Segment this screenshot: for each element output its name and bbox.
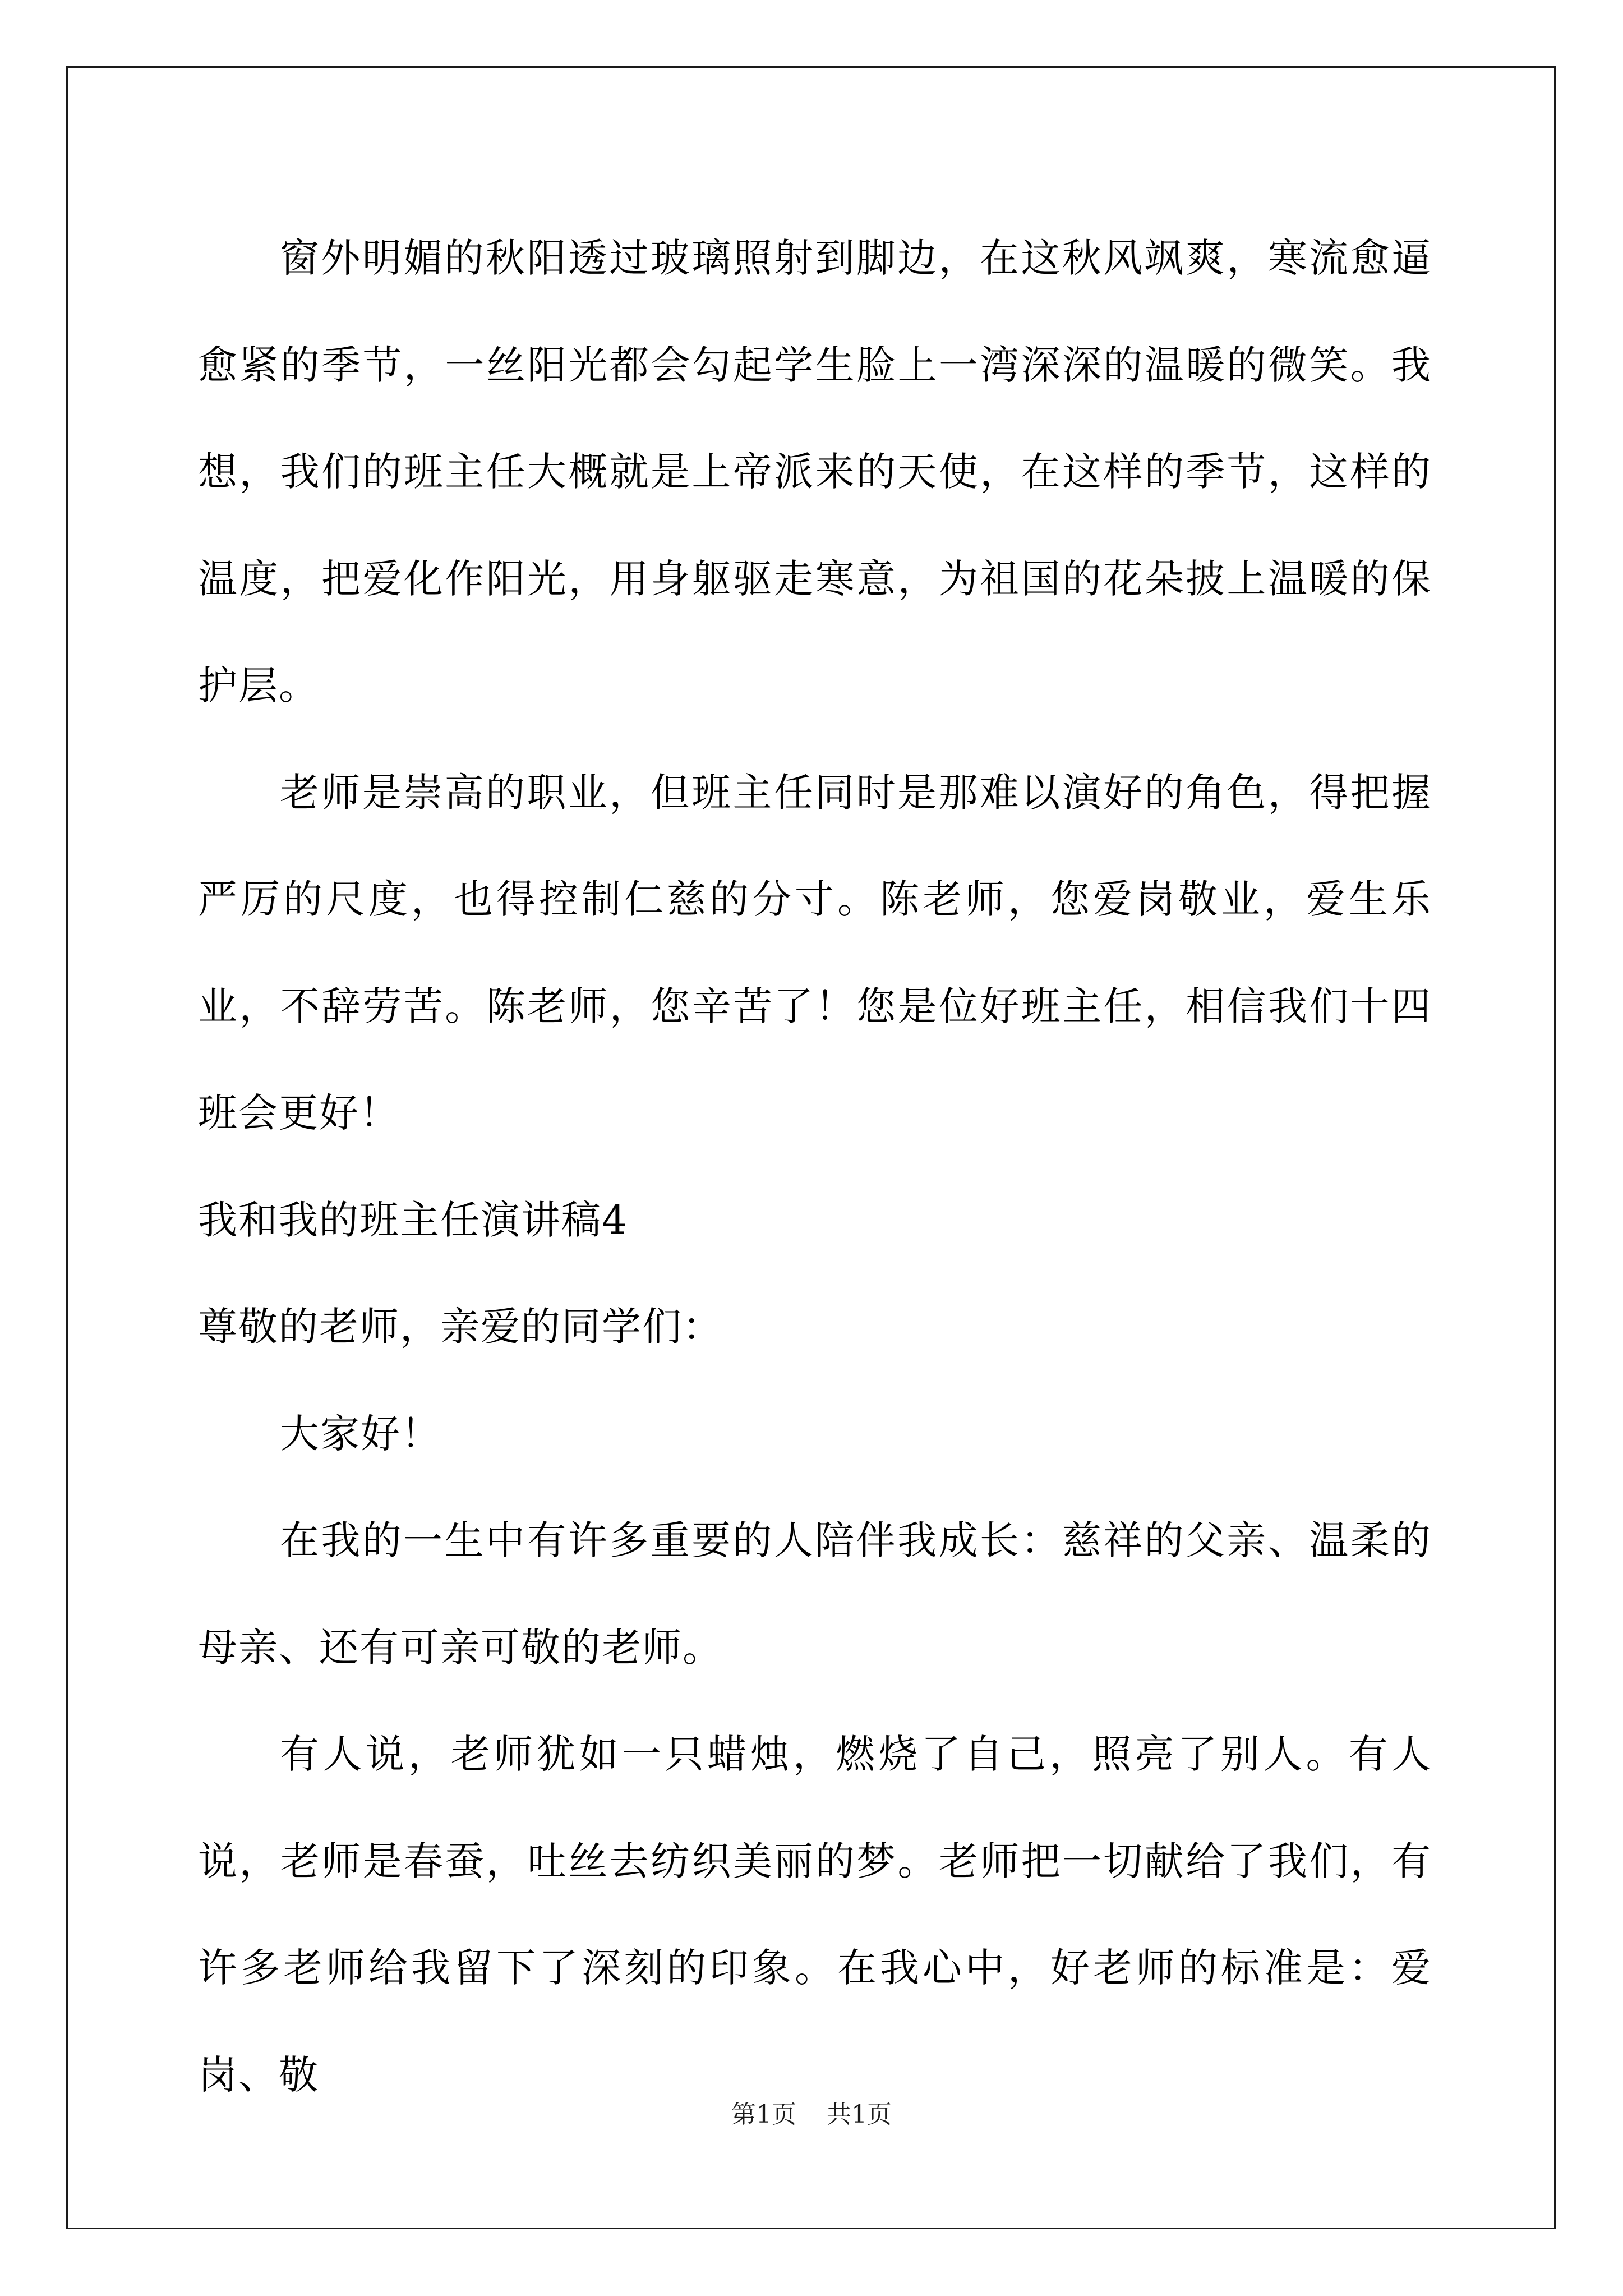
page-number-current: 第1页 — [731, 2100, 796, 2129]
page-footer — [0, 2098, 1623, 2132]
salutation: 尊敬的老师，亲爱的同学们： — [198, 1304, 723, 1350]
section-title: 我和我的班主任演讲稿4 — [198, 1197, 628, 1243]
page-number-total: 共1页 — [827, 2100, 892, 2129]
greeting: 大家好！ — [280, 1410, 441, 1457]
paragraph: 老师是崇高的职业，但班主任同时是那难以演好的角色，得把握严厉的尺度，也得控制仁慈的分寸。陈老师，您爱岗敬业，爱生乐业，不辞劳苦。陈老师，您辛苦了！您是位好班主任，相信我们十四班会更好！ — [198, 769, 1432, 1136]
paragraph: 在我的一生中有许多重要的人陪伴我成长：慈祥的父亲、温柔的母亲、还有可亲可敬的老师。 — [198, 1517, 1432, 1671]
document-body — [198, 205, 1432, 2128]
paragraph: 有人说，老师犹如一只蜡烛，燃烧了自己，照亮了别人。有人说，老师是春蚕，吐丝去纺织美丽的梦。老师把一切献给了我们，有许多老师给我留下了深刻的印象。在我心中，好老师的标准是：爱岗、敬 — [198, 1731, 1432, 2098]
paragraph: 窗外明媚的秋阳透过玻璃照射到脚边，在这秋风飒爽，寒流愈逼愈紧的季节，一丝阳光都会勾起学生脸上一湾深深的温暖的微笑。我想，我们的班主任大概就是上帝派来的天使，在这样的季节，这样的温度，把爱化作阳光，用身躯驱走寒意，为祖国的花朵披上温暖的保护层。 — [198, 235, 1432, 708]
